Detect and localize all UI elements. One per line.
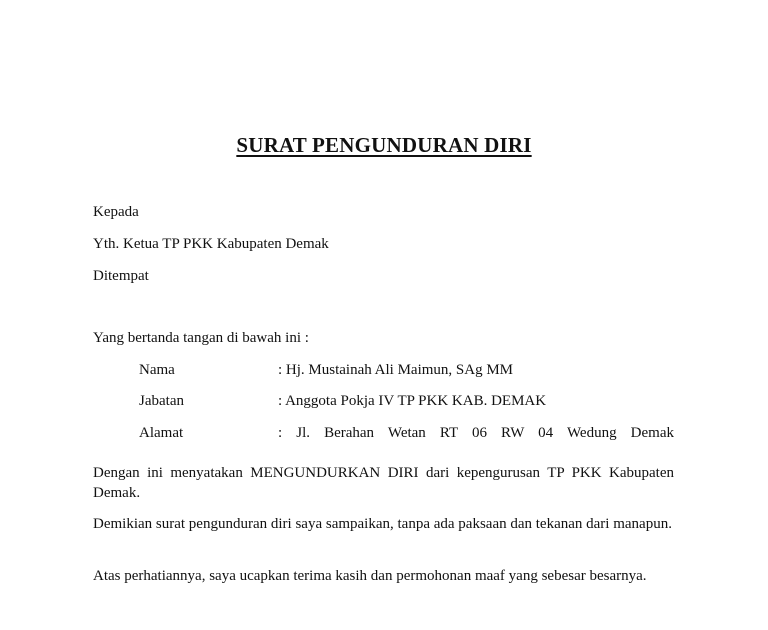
- recipient-place: Ditempat: [93, 268, 149, 284]
- paragraph-thanks: Atas perhatiannya, saya ucapkan terima kasih dan permohonan maaf yang sebesar besarnya.: [93, 568, 647, 584]
- jabatan-label: Jabatan: [139, 393, 184, 409]
- paragraph-closing: Demikian surat pengunduran diri saya sampaikan, tanpa ada paksaan dan tekanan dari manapun.: [93, 516, 672, 532]
- recipient-salutation: Kepada: [93, 204, 139, 220]
- recipient-name: Yth. Ketua TP PKK Kabupaten Demak: [93, 236, 329, 252]
- alamat-value: : Jl. Berahan Wetan RT 06 RW 04 Wedung Demak: [278, 425, 674, 441]
- nama-label: Nama: [139, 362, 175, 378]
- jabatan-value: : Anggota Pokja IV TP PKK KAB. DEMAK: [278, 393, 547, 409]
- letter-title: SURAT PENGUNDURAN DIRI: [236, 133, 532, 157]
- nama-value: : Hj. Mustainah Ali Maimun, SAg MM: [278, 362, 514, 378]
- paragraph-resignation: Dengan ini menyatakan MENGUNDURKAN DIRI dari kepengurusan TP PKK Kabupaten Demak.: [93, 465, 674, 501]
- intro-text: Yang bertanda tangan di bawah ini :: [93, 330, 309, 346]
- alamat-label: Alamat: [139, 425, 184, 441]
